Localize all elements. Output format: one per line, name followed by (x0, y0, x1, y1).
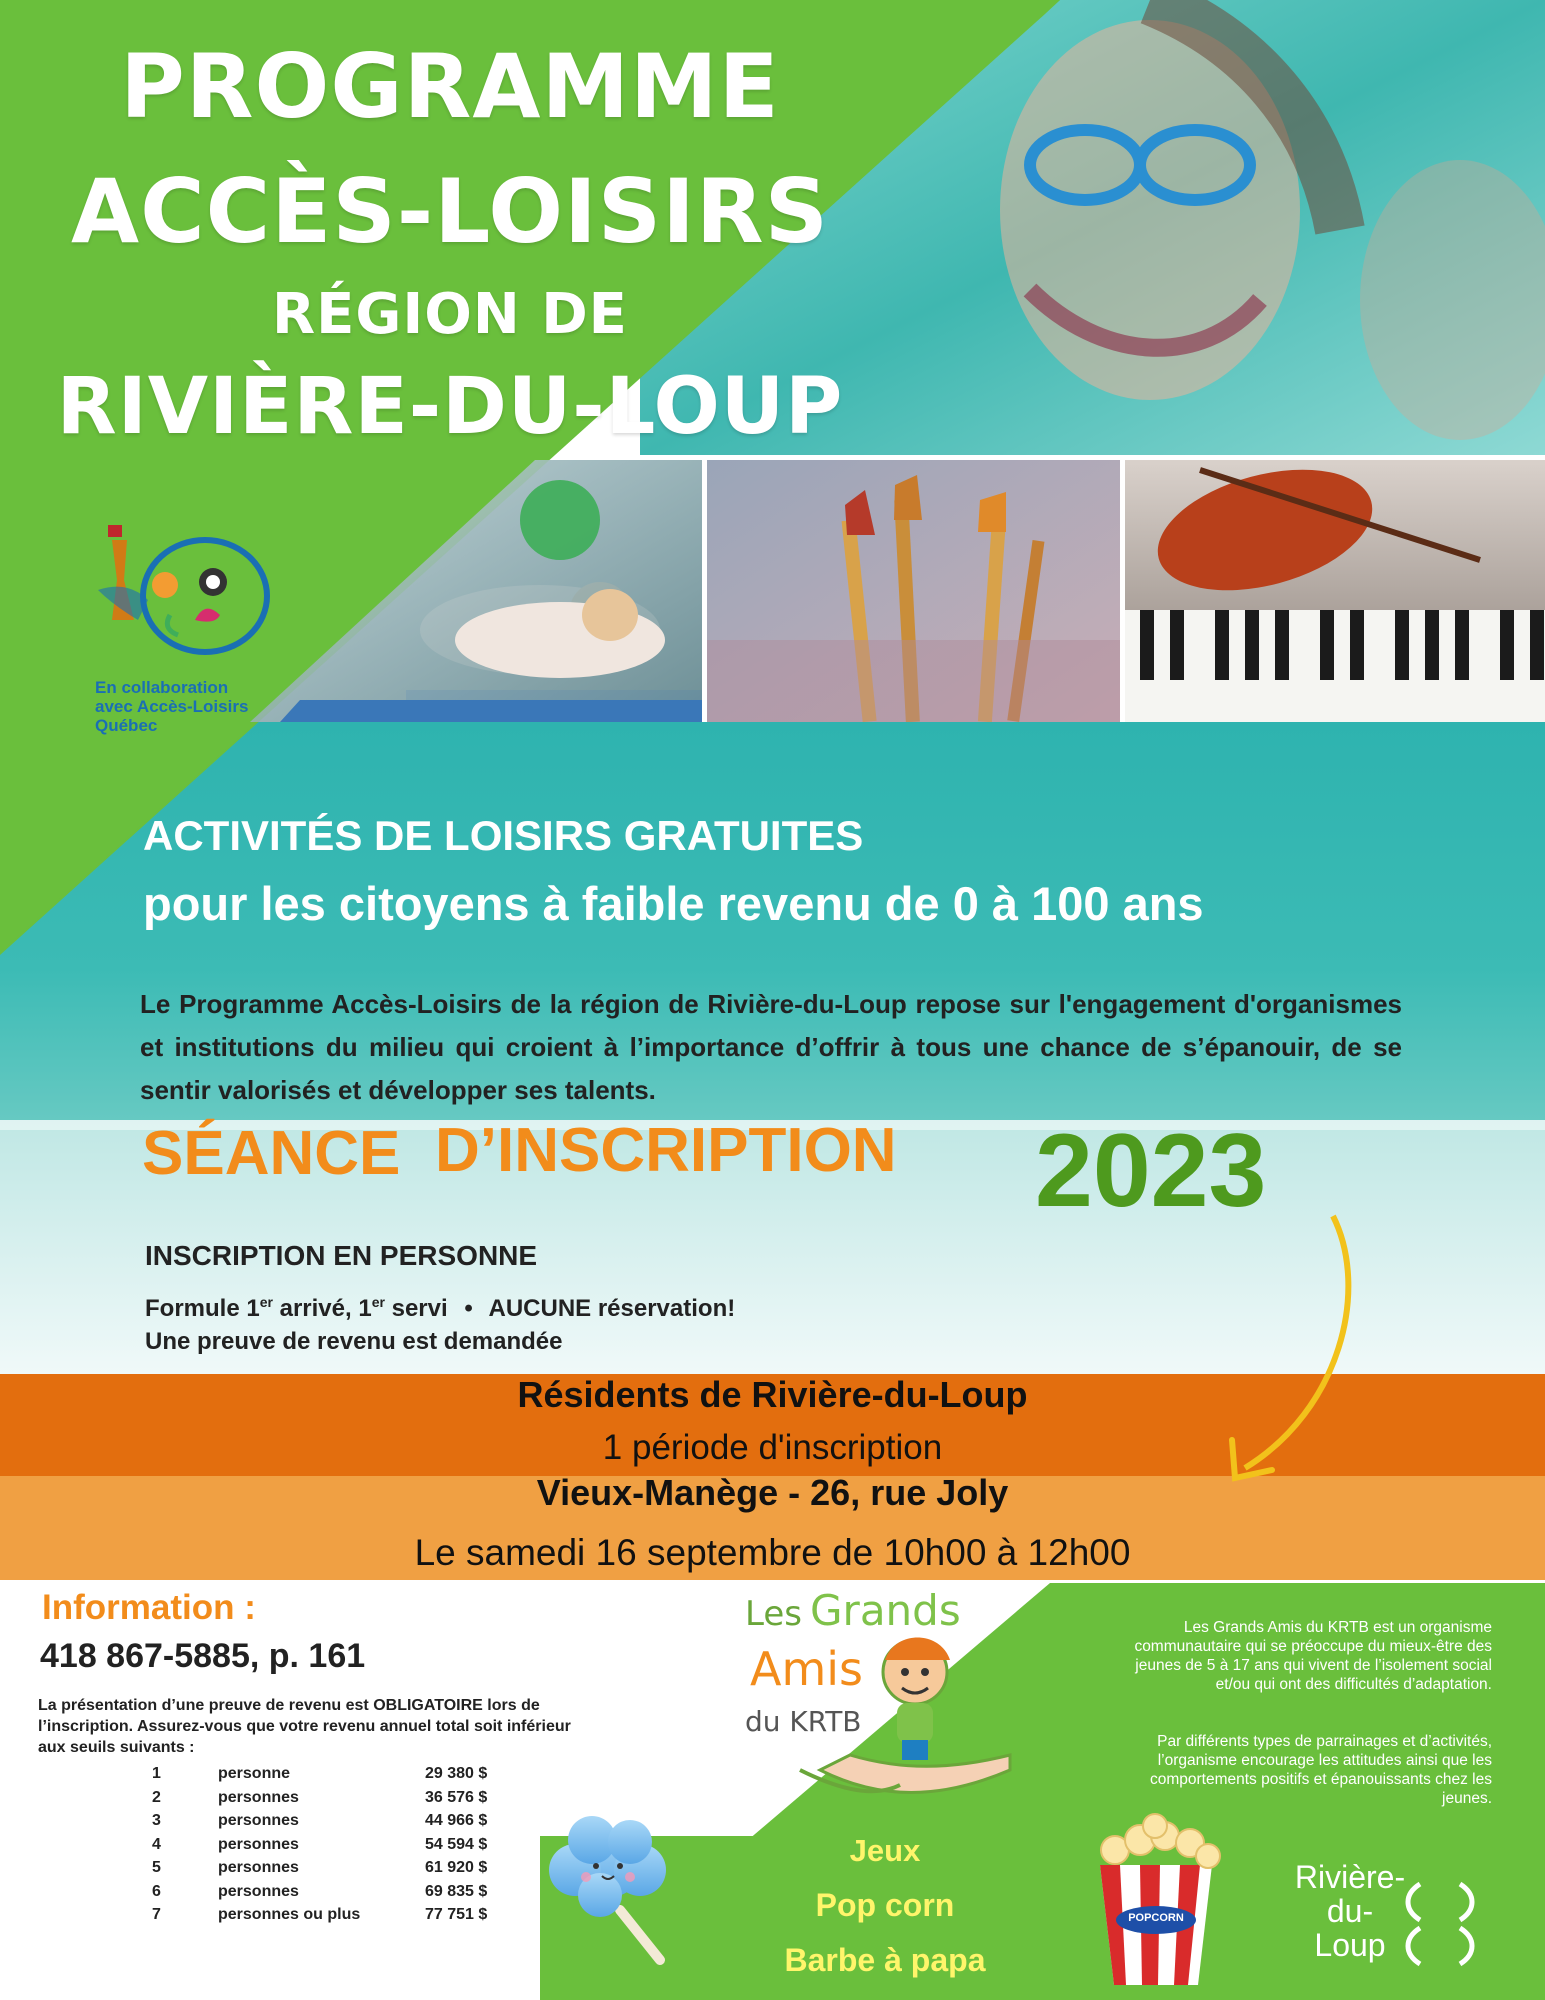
program-description: Le Programme Accès-Loisirs de la région de Rivière-du-Loup repose sur l'engagement d'organismes et institutions du milieu qui croient à l’importance d’offrir à tous une chance de s’épanouir, de se sentir valorisés et développer ses talents. (140, 989, 1402, 1105)
event-jeux: Jeux (849, 1833, 921, 1868)
phone-number: 418 867-5885, p. 161 (40, 1637, 366, 1675)
event-pop-corn: Pop corn (815, 1887, 955, 1923)
rdl-line1: Rivière- (1294, 1859, 1406, 1895)
title-line-riviere-du-loup: RIVIÈRE-DU-LOUP (56, 362, 844, 452)
event-barbe-a-papa: Barbe à papa (784, 1942, 986, 1978)
threshold-amount: 44 966 $ (425, 1812, 488, 1829)
threshold-count: 6 (152, 1882, 161, 1900)
threshold-label: personnes (218, 1859, 299, 1876)
inscription-word: D’INSCRIPTION (435, 1116, 897, 1185)
threshold-amount: 54 594 $ (425, 1835, 488, 1853)
threshold-label: personnes (218, 1882, 299, 1900)
rdl-wave-icon (1400, 1872, 1490, 1972)
threshold-count: 7 (152, 1906, 161, 1923)
bullet-icon: • (464, 1295, 473, 1322)
residents-heading: Résidents de Rivière-du-Loup (517, 1374, 1028, 1415)
title-line-region: RÉGION DE (272, 282, 628, 347)
threshold-amount: 29 380 $ (425, 1765, 488, 1782)
threshold-label: personnes (218, 1788, 299, 1806)
threshold-label: personnes ou plus (218, 1906, 361, 1923)
popcorn-label: POPCORN (1128, 1912, 1184, 1924)
collab-line3: Québec (95, 716, 158, 735)
activities-heading: ACTIVITÉS DE LOISIRS GRATUITES (143, 812, 864, 859)
registration-date: Le samedi 16 septembre de 10h00 à 12h00 (414, 1532, 1131, 1573)
collab-line1: En collaboration (95, 678, 229, 697)
year-label: 2023 (1035, 1113, 1267, 1229)
rdl-line3: Loup (1314, 1927, 1386, 1963)
grands-amis-grands: Grands (810, 1586, 961, 1635)
threshold-count: 3 (152, 1812, 161, 1829)
krtb-paragraph-1: Les Grands Amis du KRTB est un organisme communautaire qui se préoccupe du mieux-être des jeunes de 5 à 17 ans qui vivent de l’isolement social et/ou qui ont des difficultés d’adaptation. (1134, 1619, 1492, 1693)
threshold-amount: 61 920 $ (425, 1859, 488, 1876)
threshold-count: 4 (152, 1835, 161, 1853)
threshold-label: personnes (218, 1812, 299, 1829)
threshold-label: personne (218, 1765, 291, 1782)
title-line-programme: PROGRAMME (120, 35, 780, 138)
threshold-count: 5 (152, 1859, 161, 1876)
rdl-line2: du- (1326, 1893, 1374, 1929)
title-line-acces-loisirs: ACCÈS-LOISIRS (70, 160, 830, 263)
income-notice: La présentation d’une preuve de revenu est OBLIGATOIRE lors de l’inscription. Assurez-vous que votre revenu annuel total soit inférieur aux seuils suivants : (38, 1697, 571, 1756)
seance-word: SÉANCE (142, 1119, 401, 1188)
information-heading: Information : (42, 1588, 256, 1627)
collab-line2: avec Accès-Loisirs (95, 697, 249, 716)
grands-amis-amis: Amis (750, 1642, 864, 1696)
krtb-paragraph-2: Par différents types de parrainages et d’activités, l’organisme encourage les attitudes ainsi que les comportements positifs et épanouissants chez les jeunes. (1149, 1733, 1492, 1807)
threshold-amount: 36 576 $ (425, 1788, 488, 1806)
threshold-amount: 69 835 $ (425, 1882, 488, 1900)
grands-amis-du-krtb: du KRTB (745, 1705, 862, 1738)
formule-line: Formule 1er arrivé, 1er servi • AUCUNE réservation! (145, 1294, 736, 1322)
grands-amis-les: Les (745, 1594, 802, 1634)
collaboration-text (95, 678, 295, 735)
threshold-label: personnes (218, 1835, 299, 1853)
registration-period: 1 période d'inscription (602, 1428, 943, 1467)
threshold-amount: 77 751 $ (425, 1906, 488, 1923)
registration-mode: INSCRIPTION EN PERSONNE (145, 1240, 538, 1271)
threshold-count: 1 (152, 1765, 161, 1782)
activities-subheading: pour les citoyens à faible revenu de 0 à 100 ans (143, 877, 1204, 930)
threshold-count: 2 (152, 1788, 161, 1806)
proof-required-text: Une preuve de revenu est demandée (145, 1328, 563, 1355)
registration-location: Vieux-Manège - 26, rue Joly (536, 1472, 1009, 1513)
